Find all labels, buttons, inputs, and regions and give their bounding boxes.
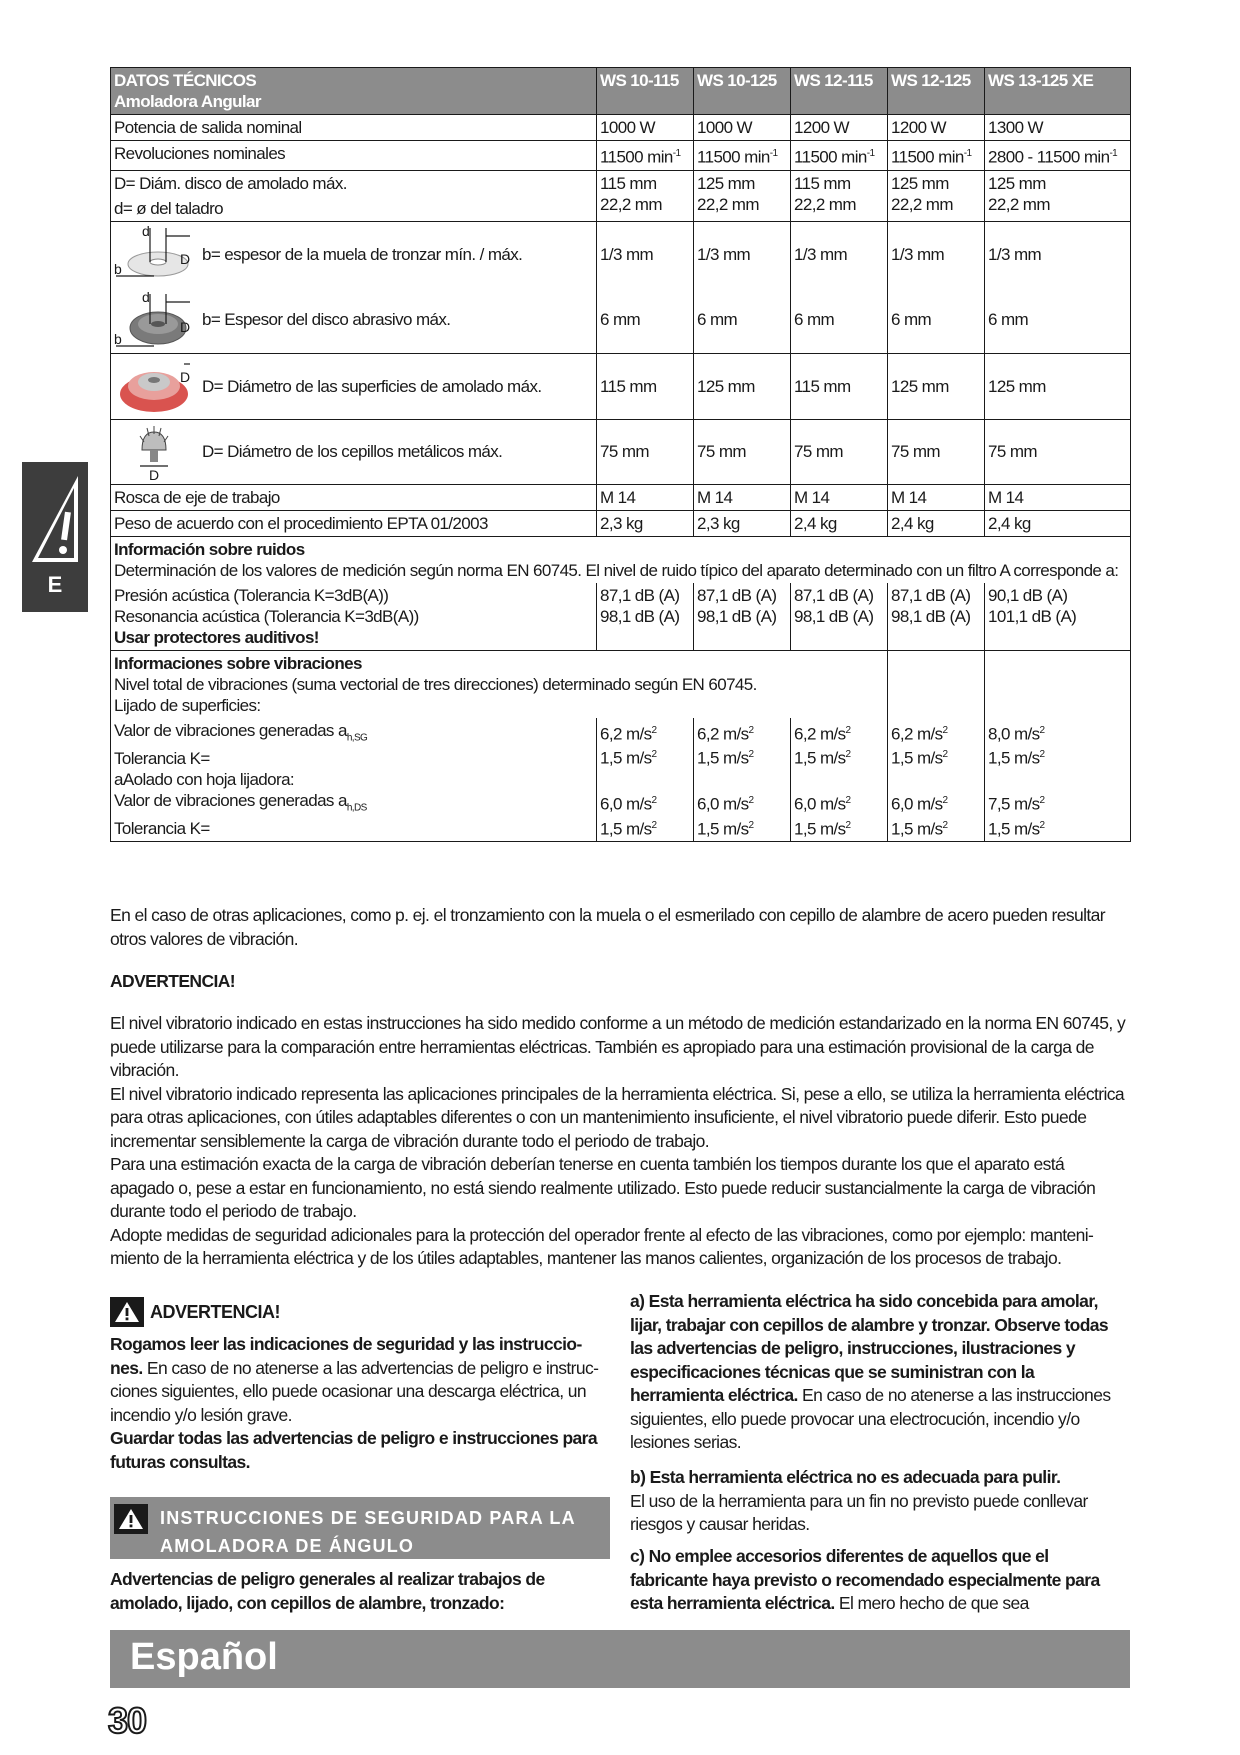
noise-heading: Información sobre ruidos bbox=[114, 539, 305, 559]
model-header: WS 12-115 bbox=[791, 68, 888, 115]
left-warning-title: ADVERTENCIA! bbox=[150, 1301, 281, 1322]
warning-triangle-icon bbox=[114, 1504, 148, 1534]
cell-value: 125 mm 22,2 mm bbox=[985, 170, 1131, 221]
cell-value: 115 mm 22,2 mm bbox=[791, 170, 888, 221]
svg-text:D: D bbox=[180, 251, 190, 268]
svg-text:b: b bbox=[114, 261, 122, 278]
wire-brush-icon bbox=[114, 422, 192, 482]
table-row bbox=[111, 115, 1131, 141]
cell-value: 2,3 kg bbox=[694, 510, 791, 536]
cell-value: 6,2 $m/s^2$ 1,5 $m/s^2$ 6,0 $m/s^2$ 1,5 $m/s^2$ bbox=[597, 718, 694, 842]
warning-icon bbox=[30, 474, 80, 564]
abrasive-disc-icon bbox=[114, 290, 192, 350]
noise-section bbox=[111, 536, 1131, 583]
side-tab-letter: E bbox=[47, 572, 63, 597]
cell-value: 115 mm 22,2 mm bbox=[597, 170, 694, 221]
language-side-tab bbox=[22, 462, 88, 612]
cell-value: 75 mm bbox=[985, 419, 1131, 484]
row-label: D D= Diámetro de las superficies de amolado máx. bbox=[111, 353, 597, 419]
vibration-section: Informaciones sobre vibraciones Nivel total de vibraciones (suma vectorial de tres direcciones) determinado según EN 60745. Lijado de superficies: bbox=[111, 650, 1131, 718]
warning-paragraph: El nivel vibratorio indicado representa las aplicaciones principales de la herramienta eléctrica. Si, pese a ello, se utiliza la herramienta eléctrica para otras aplicaciones, con útiles adaptables diferentes o con un mantenimiento insuficiente, el nivel vibratorio puede diferir. Esto puede incrementar sensiblemente la carga de vibración durante todo el periodo de trabajo. bbox=[110, 1083, 1125, 1151]
cell-value: 87,1 dB (A) 98,1 dB (A) bbox=[597, 583, 694, 651]
cell-value: 75 mm bbox=[791, 419, 888, 484]
cell-value: 125 mm 22,2 mm bbox=[888, 170, 985, 221]
cell-value: 11500 $\min^{-1}$ bbox=[791, 141, 888, 171]
row-label: D D= Diámetro de los cepillos metálicos máx. bbox=[111, 419, 597, 484]
vibration-note: En el caso de otras aplicaciones, como p. ej. el tronzamiento con la muela o el esmerilado con cepillo de alambre de acero pueden resultar otros valores de vibración. bbox=[110, 905, 1106, 949]
table-header-subtitle: Amoladora Angular bbox=[114, 92, 261, 111]
vibration-description: Nivel total de vibraciones (suma vectorial de tres direcciones) determinado según EN 60745. bbox=[114, 674, 757, 694]
cell-value: 75 mm bbox=[597, 419, 694, 484]
cell-value: 2,4 kg bbox=[791, 510, 888, 536]
cell-value: 11500 $\min^{-1}$ bbox=[888, 141, 985, 171]
cell-value: 11500 $\min^{-1}$ bbox=[597, 141, 694, 171]
cell-value: 1/3 mm bbox=[791, 221, 888, 287]
svg-text:b: b bbox=[114, 330, 122, 347]
cell-value: 115 mm bbox=[597, 353, 694, 419]
cell-value: 87,1 dB (A) 98,1 dB (A) bbox=[791, 583, 888, 651]
table-row bbox=[111, 583, 1131, 651]
cell-value: 1300 W bbox=[985, 115, 1131, 141]
cell-value: M 14 bbox=[694, 484, 791, 510]
cell-value: 6,2 $m/s^2$ 1,5 $m/s^2$ 6,0 $m/s^2$ 1,5 $m/s^2$ bbox=[694, 718, 791, 842]
cell-value: 8,0 $m/s^2$ 1,5 $m/s^2$ 7,5 $m/s^2$ 1,5 $m/s^2$ bbox=[985, 718, 1131, 842]
sanding-disc-icon bbox=[114, 356, 192, 416]
cell-value: 6,2 $m/s^2$ 1,5 $m/s^2$ 6,0 $m/s^2$ 1,5 $m/s^2$ bbox=[791, 718, 888, 842]
cell-value: 1000 W bbox=[597, 115, 694, 141]
svg-text:D: D bbox=[180, 318, 190, 335]
cell-value: 1000 W bbox=[694, 115, 791, 141]
cell-value: 1/3 mm bbox=[597, 221, 694, 287]
cell-value: M 14 bbox=[791, 484, 888, 510]
page-number: 30 bbox=[108, 1700, 147, 1741]
warning-paragraph: Para una estimación exacta de la carga de vibración deberían tenerse en cuenta también los tiempos durante los que el aparato está apagado o, pese a estar en funcionamiento, no está siendo realmente utilizado. Esto puede reducir sustancialmente la carga de vibración durante todo el periodo de trabajo. bbox=[110, 1154, 1096, 1221]
warning-body bbox=[110, 1012, 1130, 1271]
row-label: d b D b= espesor de la muela de tronzar mín. / máx. bbox=[111, 221, 597, 287]
cell-value: 2,3 kg bbox=[597, 510, 694, 536]
cell-value: 125 mm bbox=[888, 353, 985, 419]
table-row bbox=[111, 484, 1131, 510]
cell-value: 1200 W bbox=[888, 115, 985, 141]
cell-value: 2,4 kg bbox=[985, 510, 1131, 536]
cell-value: 87,1 dB (A) 98,1 dB (A) bbox=[888, 583, 985, 651]
model-header: WS 10-125 bbox=[694, 68, 791, 115]
cell-value: 75 mm bbox=[888, 419, 985, 484]
cutoff-disc-icon bbox=[114, 224, 192, 284]
svg-text:d: d bbox=[142, 224, 150, 240]
cell-value: 6 mm bbox=[985, 287, 1131, 353]
language-label: Español bbox=[130, 1636, 278, 1678]
table-header-title: DATOS TÉCNICOS bbox=[114, 71, 257, 90]
cell-value: 1/3 mm bbox=[888, 221, 985, 287]
cell-value: 1/3 mm bbox=[694, 221, 791, 287]
table-row bbox=[111, 170, 1131, 221]
cell-value: 11500 $\min^{-1}$ bbox=[694, 141, 791, 171]
vibration-heading: Informaciones sobre vibraciones bbox=[114, 653, 362, 673]
cell-value: 87,1 dB (A) 98,1 dB (A) bbox=[694, 583, 791, 651]
table-row bbox=[111, 221, 1131, 287]
cell-value: 125 mm bbox=[694, 353, 791, 419]
cell-value: 2800 - 11500 $\min^{-1}$ bbox=[985, 141, 1131, 171]
svg-text:D: D bbox=[149, 466, 159, 482]
row-label: Rosca de eje de trabajo bbox=[111, 484, 597, 510]
table-row bbox=[111, 353, 1131, 419]
cell-value: 75 mm bbox=[694, 419, 791, 484]
warning-paragraph: El nivel vibratorio indicado en estas instrucciones ha sido medido conforme a un método de medición estandarizado en la norma EN 60745, y puede utilizarse para la comparación entre herramientas eléctricas. También es apropiado para una estimación provisional de la carga de vibración. bbox=[110, 1013, 1126, 1080]
safety-instructions-title: INSTRUCCIONES DE SEGURIDAD PARA LA AMOLADORA DE ÁNGULO bbox=[160, 1508, 576, 1556]
cell-value: M 14 bbox=[597, 484, 694, 510]
table-row bbox=[111, 419, 1131, 484]
svg-text:d: d bbox=[142, 289, 150, 305]
cell-value: 2,4 kg bbox=[888, 510, 985, 536]
cell-value: 6 mm bbox=[791, 287, 888, 353]
cell-value: 6,2 $m/s^2$ 1,5 $m/s^2$ 6,0 $m/s^2$ 1,5 $m/s^2$ bbox=[888, 718, 985, 842]
cell-value: M 14 bbox=[888, 484, 985, 510]
warning-triangle-icon bbox=[110, 1297, 144, 1327]
row-label: Revoluciones nominales bbox=[111, 141, 597, 171]
cell-value: M 14 bbox=[985, 484, 1131, 510]
cell-value: 6 mm bbox=[888, 287, 985, 353]
cell-value: 1/3 mm bbox=[985, 221, 1131, 287]
safety-instructions-banner bbox=[110, 1497, 610, 1559]
model-header: WS 13-125 XE bbox=[985, 68, 1131, 115]
warning-heading: ADVERTENCIA! bbox=[110, 971, 236, 991]
rule-c: c) No emplee accesorios diferentes de aquellos que el fabricante haya previsto o recomendado especialmente para esta herramienta eléctrica. El mero hecho de que sea bbox=[630, 1546, 1100, 1613]
table-row bbox=[111, 510, 1131, 536]
noise-description: Determinación de los valores de medición según norma EN 60745. El nivel de ruido típico del aparato determinado con un filtro A corresponde a: bbox=[114, 560, 1119, 580]
row-label: Valor de vibraciones generadas $a_{h,SG}$ Tolerancia K= aAolado con hoja lijadora: Valor de vibraciones generadas $a_{h,DS}$ Tolerancia K= bbox=[111, 718, 597, 842]
model-header: WS 12-125 bbox=[888, 68, 985, 115]
cell-value: 125 mm bbox=[985, 353, 1131, 419]
row-label: Potencia de salida nominal bbox=[111, 115, 597, 141]
read-instructions: Rogamos leer las indicaciones de seguridad y las instruccio-nes. En caso de no atenerse a las advertencias de peligro e instruc-ciones siguientes, ello puede ocasionar una descarga eléctrica, un incendio y/o lesión grave. Guardar todas las advertencias de peligro e instrucciones para futuras consultas. bbox=[110, 1334, 599, 1472]
cell-value: 6 mm bbox=[597, 287, 694, 353]
warning-paragraph: Adopte medidas de seguridad adicionales para la protección del operador frente al efecto de las vibraciones, como por ejemplo: manteni-miento de la herramienta eléctrica y de los útiles adaptables, mantener las manos calientes, organización de los procesos de trabajo. bbox=[110, 1224, 1094, 1268]
language-footer-bar bbox=[110, 1630, 1130, 1688]
cell-value: 125 mm 22,2 mm bbox=[694, 170, 791, 221]
table-row bbox=[111, 718, 1131, 842]
cell-value: 1200 W bbox=[791, 115, 888, 141]
general-warnings: Advertencias de peligro generales al realizar trabajos de amolado, lijado, con cepillos de alambre, tronzado: bbox=[110, 1569, 545, 1613]
table-header-title-cell bbox=[111, 68, 597, 115]
table-row bbox=[111, 141, 1131, 171]
technical-data-table bbox=[110, 67, 1131, 842]
row-label: D= Diám. disco de amolado máx. d= ø del taladro bbox=[111, 170, 597, 221]
model-header: WS 10-115 bbox=[597, 68, 694, 115]
cell-value: 90,1 dB (A) 101,1 dB (A) bbox=[985, 583, 1131, 651]
rule-a: a) Esta herramienta eléctrica ha sido concebida para amolar, lijar, trabajar con cepillos de alambre y tronzar. Observe todas las advertencias de peligro, instrucciones, ilustraciones y especificaciones técnicas que se suministran con la herramienta eléctrica. En caso de no atenerse a las instrucciones siguientes, ello puede provocar una electrocución, incendio y/o lesiones serias. bbox=[630, 1291, 1111, 1452]
table-header-row bbox=[111, 68, 1131, 115]
row-label: Peso de acuerdo con el procedimiento EPTA 01/2003 bbox=[111, 510, 597, 536]
rule-b: b) Esta herramienta eléctrica no es adecuada para pulir. El uso de la herramienta para un fin no previsto puede conllevar riesgos y causar heridas. bbox=[630, 1467, 1088, 1534]
cell-value: 6 mm bbox=[694, 287, 791, 353]
table-row bbox=[111, 287, 1131, 353]
row-label: d b D b= Espesor del disco abrasivo máx. bbox=[111, 287, 597, 353]
cell-value: 115 mm bbox=[791, 353, 888, 419]
svg-text:D: D bbox=[180, 369, 190, 386]
warning-title-box bbox=[110, 1297, 280, 1327]
row-label: Presión acústica (Tolerancia K=3dB(A)) Resonancia acústica (Tolerancia K=3dB(A)) Usar protectores auditivos! bbox=[111, 583, 597, 651]
